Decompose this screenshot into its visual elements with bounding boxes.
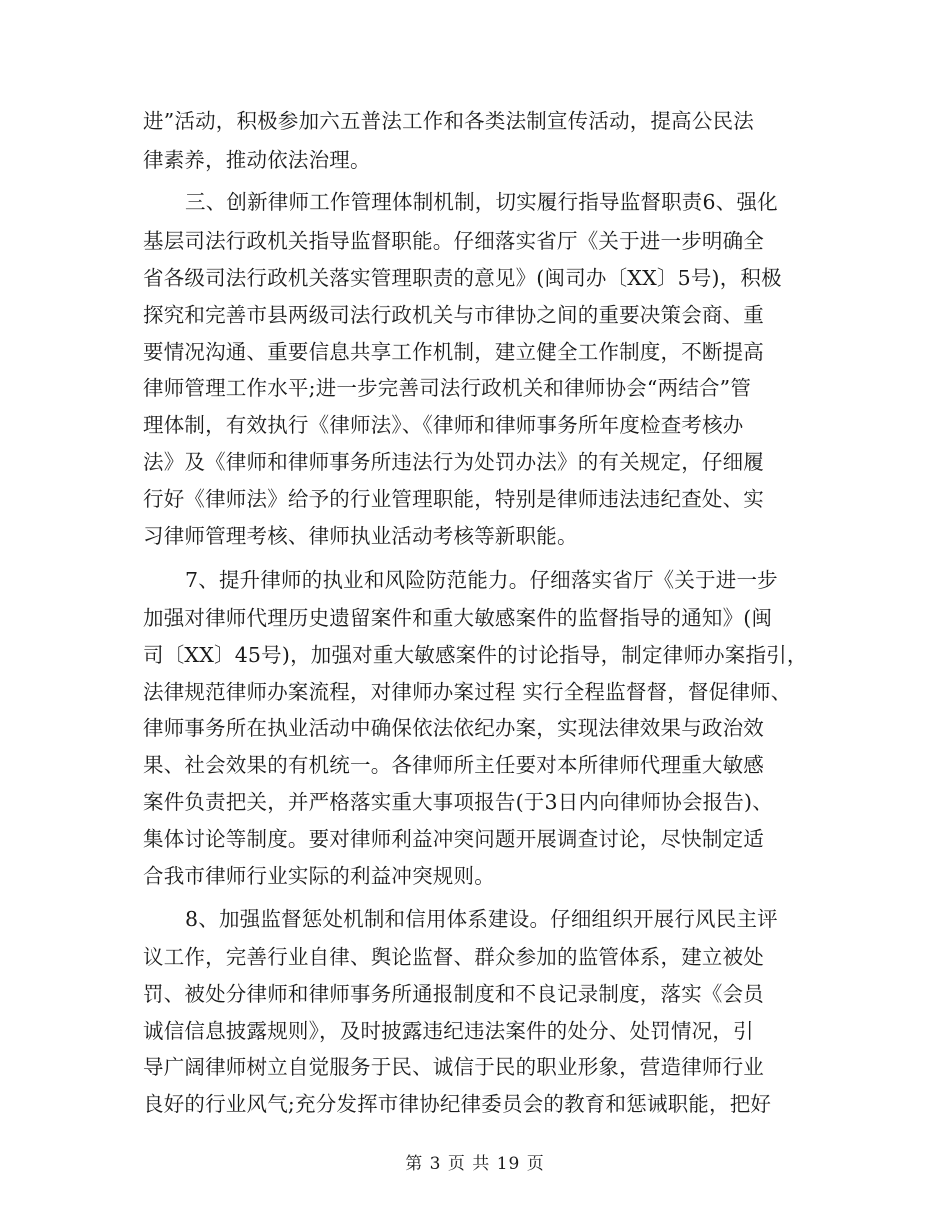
- text-line: 理体制，有效执行《律师法》、《律师和律师事务所年度检查考核办: [143, 413, 744, 437]
- text-line: 8、加强监督惩处机制和信用体系建设。仔细组织开展行风民主评: [185, 907, 778, 931]
- text-line: 法律规范律师办案流程，对律师办案过程 实行全程监督督，督促律师、: [143, 680, 792, 704]
- text-line: 三、创新律师工作管理体制机制，切实履行指导监督职责6、强化: [185, 190, 778, 214]
- text-line: 进”活动，积极参加六五普法工作和各类法制宣传活动，提高公民法: [143, 109, 754, 133]
- text-line: 7、提升律师的执业和风险防范能力。仔细落实省厅《关于进一步: [185, 568, 778, 592]
- text-line: 律素养，推动依法治理。: [143, 148, 371, 172]
- text-line: 合我市律师行业实际的利益冲突规则。: [143, 864, 495, 888]
- text-line: 导广阔律师树立自觉服务于民、诚信于民的职业形象，营造律师行业: [143, 1055, 764, 1079]
- page-number-footer: 第 3 页 共 19 页: [405, 1154, 545, 1174]
- text-line: 习律师管理考核、律师执业活动考核等新职能。: [143, 524, 578, 548]
- text-line: 司〔XX〕45号)，加强对重大敏感案件的讨论指导，制定律师办案指引，: [143, 643, 808, 667]
- text-line: 律师管理工作水平;进一步完善司法行政机关和律师协会“两结合”管: [143, 376, 752, 400]
- text-line: 律师事务所在执业活动中确保依法依纪办案，实现法律效果与政治效: [143, 716, 764, 740]
- text-line: 良好的行业风气;充分发挥市律协纪律委员会的教育和惩诫职能，把好: [143, 1092, 772, 1116]
- text-line: 探究和完善市县两级司法行政机关与市律协之间的重要决策会商、重: [143, 303, 764, 327]
- text-line: 加强对律师代理历史遗留案件和重大敏感案件的监督指导的通知》(闽: [143, 606, 773, 630]
- text-line: 诚信信息披露规则》，及时披露违纪违法案件的处分、处罚情况，引: [143, 1019, 754, 1043]
- text-line: 省各级司法行政机关落实管理职责的意见》(闽司办〔XX〕5号)，积极: [143, 266, 782, 290]
- text-line: 果、社会效果的有机统一。各律师所主任要对本所律师代理重大敏感: [143, 753, 764, 777]
- text-line: 集体讨论等制度。要对律师利益冲突问题开展调查讨论，尽快制定适: [143, 827, 764, 851]
- text-line: 案件负责把关，并严格落实重大事项报告(于3日内向律师协会报告)、: [143, 790, 773, 814]
- text-line: 行好《律师法》给予的行业管理职能，特别是律师违法违纪查处、实: [143, 487, 764, 511]
- text-line: 要情况沟通、重要信息共享工作机制，建立健全工作制度，不断提高: [143, 340, 764, 364]
- text-line: 基层司法行政机关指导监督职能。仔细落实省厅《关于进一步明确全: [143, 229, 764, 253]
- text-line: 罚、被处分律师和律师事务所通报制度和不良记录制度，落实《会员: [143, 982, 764, 1006]
- text-line: 议工作，完善行业自律、舆论监督、群众参加的监管体系，建立被处: [143, 945, 764, 969]
- text-line: 法》及《律师和律师事务所违法行为处罚办法》的有关规定，仔细履: [143, 450, 764, 474]
